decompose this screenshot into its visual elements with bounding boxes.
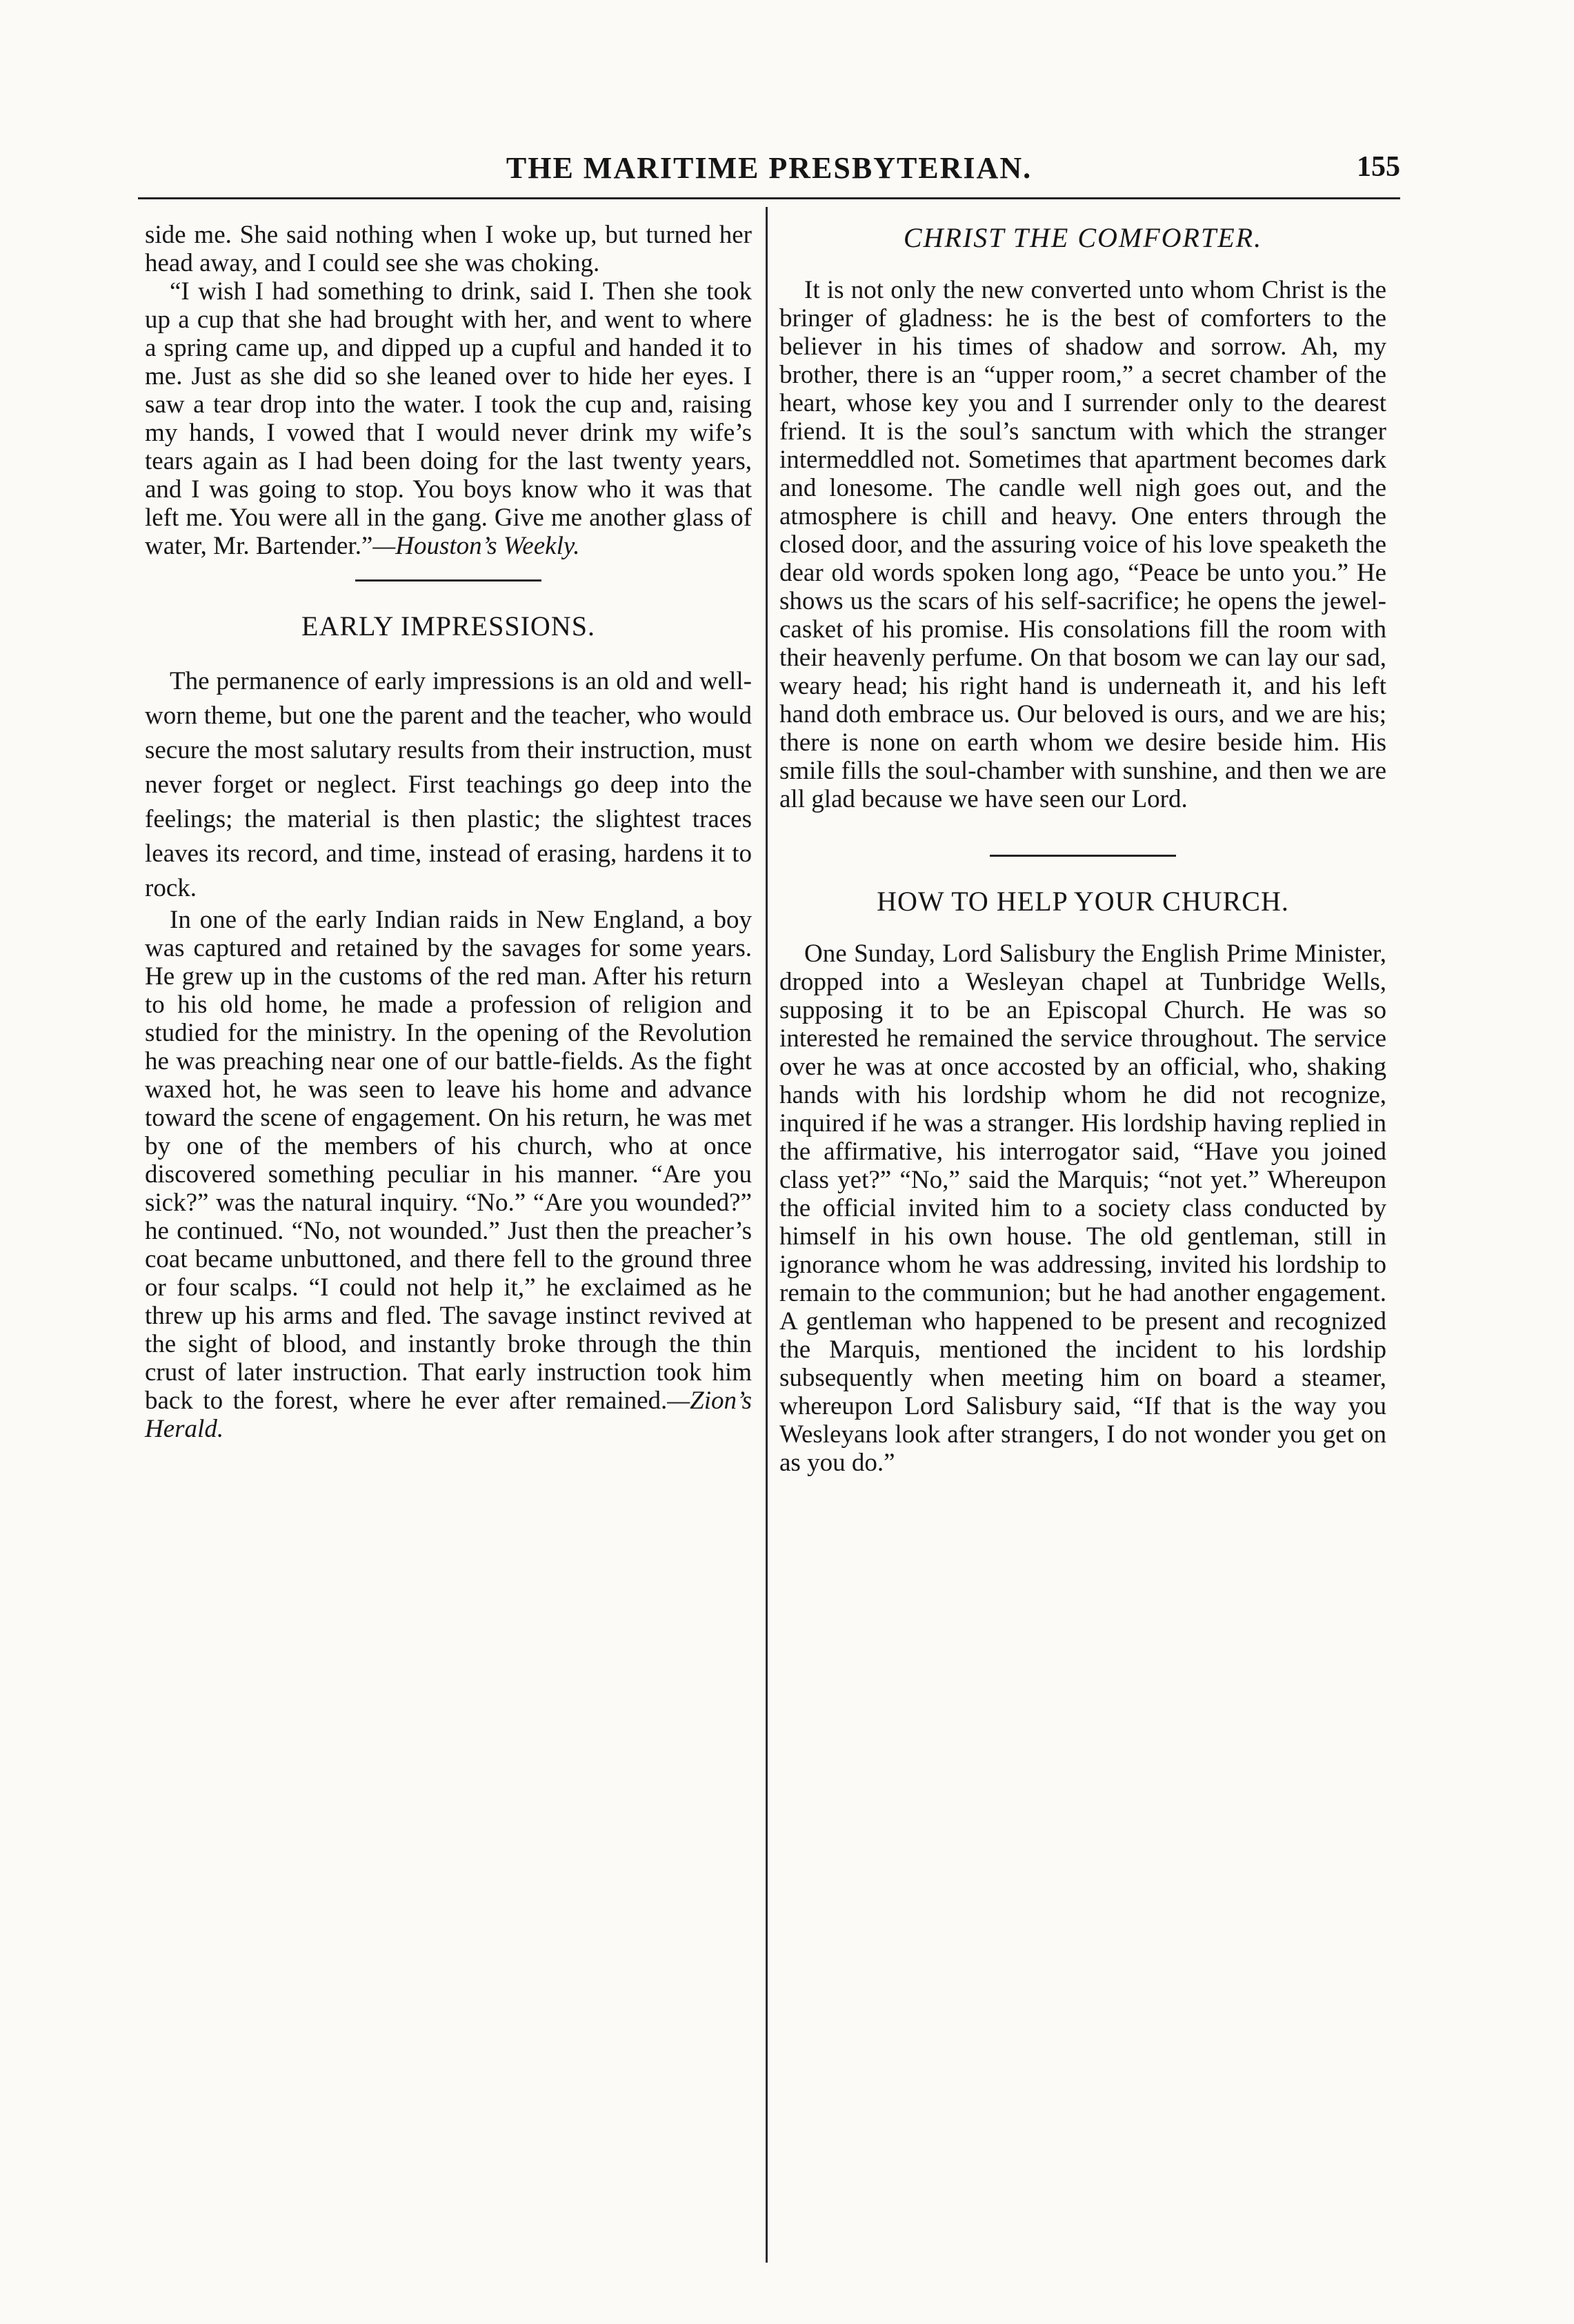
column-divider [766,207,768,2263]
article-paragraph: The permanence of early impressions is an old and well-worn theme, but one the parent and the teacher, who would secure the most salutary results from their instruction, must never forget or neglect. First teachings go deep into the feelings; the material is then plastic; the slightest traces leaves its record, and time, instead of erasing, hardens it to rock. [145,667,752,902]
header-rule [138,197,1400,199]
article-title: EARLY IMPRESSIONS. [301,610,595,642]
continued-paragraph [145,277,752,560]
article-credit: —Houston’s Weekly. [372,532,580,560]
article-credit: —Zion’s Herald. [145,1387,752,1443]
running-title: THE MARITIME PRESBYTERIAN. [506,151,1033,185]
page-number: 155 [1357,151,1400,183]
article-title: CHRIST THE COMFORTER. [903,222,1263,253]
left-column [145,221,752,1443]
section-rule [990,855,1176,857]
right-column [779,221,1386,1477]
article-paragraph: One Sunday, Lord Salisbury the English Prime Minister, dropped into a Wesleyan chapel at Tunbridge Wells, supposing it to be an Episcopal Church. He was so interested he remained the service throughout. The service over he was at once accosted by an official, who, shaking hands with his lordship whom he did not recognize, inquired if he was a stranger. His lordship having replied in the affirmative, his interrogator said, “Have you joined class yet?” “No,” said the Marquis; “not yet.” Whereupon the official invited him to a society class conducted by himself in his own house. The old gentleman, still in ignorance whom he was addressing, invited his lordship to remain to the communion; but he had another engagement. A gentleman who happened to be present and recognized the Marquis, mentioned the incident to his lordship subsequently when meeting him on board a steamer, whereupon Lord Salisbury said, “If that is the way you Wesleyans look after strangers, I do not wonder you get on as you do.” [779,940,1386,1477]
article-paragraph: It is not only the new converted unto whom Christ is the bringer of gladness: he is the best of comforters to the believer in his times of shadow and sorrow. Ah, my brother, there is an “upper room,” a secret chamber of the heart, whose key you and I surrender only to the dearest friend. It is the soul’s sanctum with which the stranger intermeddled not. Sometimes that apartment becomes dark and lonesome. The candle well nigh goes out, and the atmosphere is chill and heavy. One enters through the closed door, and the assuring voice of his love speaketh the dear old words spoken long ago, “Peace be unto you.” He shows us the scars of his self-sacrifice; he opens the jewel-casket of his promise. His consolations fill the room with their heavenly perfume. On that bosom we can lay our sad, weary head; his right hand is underneath it, and his left hand doth embrace us. Our beloved is ours, and we are his; there is none on earth whom we desire beside him. His smile fills the soul-chamber with sunshine, and then we are all glad because we have seen our Lord. [779,276,1386,813]
continued-paragraph: side me. She said nothing when I woke up, but turned her head away, and I could see she was choking. [145,221,752,277]
running-header [138,150,1400,199]
article-paragraph-text: In one of the early Indian raids in New England, a boy was captured and retained by the savages for some years. He grew up in the customs of the red man. After his return to his old home, he made a profession of religion and studied for the ministry. In the opening of the Revolution he was preaching near one of our battle-fields. As the fight waxed hot, he was seen to leave his home and advance toward the scene of engagement. On his return, he was met by one of the members of his church, who at once discovered something peculiar in his manner. “Are you sick?” was the natural inquiry. “No.” “Are you wounded?” he continued. “No, not wounded.” Just then the preacher’s coat became unbuttoned, and there fell to the ground three or four scalps. “I could not help it,” he exclaimed as he threw up his arms and fled. The savage instinct revived at the sight of blood, and instantly broke through the thin crust of later instruction. That early instruction took him back to the forest, where he ever after remained. [145,906,752,1415]
article-paragraph [145,906,752,1443]
continued-paragraph-text: “I wish I had something to drink, said I. Then she took up a cup that she had brought with her, and went to where a spring came up, and dipped up a cupful and handed it to me. Just as she did so she leaned over to hide her eyes. I saw a tear drop into the water. I took the cup and, raising my hands, I vowed that I would never drink my wife’s tears again as I had been doing for the last twenty years, and I was going to stop. You boys know who it was that left me. You were all in the gang. Give me another glass of water, Mr. Bartender.” [145,277,752,560]
section-rule [355,579,541,582]
article-title: HOW TO HELP YOUR CHURCH. [877,886,1289,917]
